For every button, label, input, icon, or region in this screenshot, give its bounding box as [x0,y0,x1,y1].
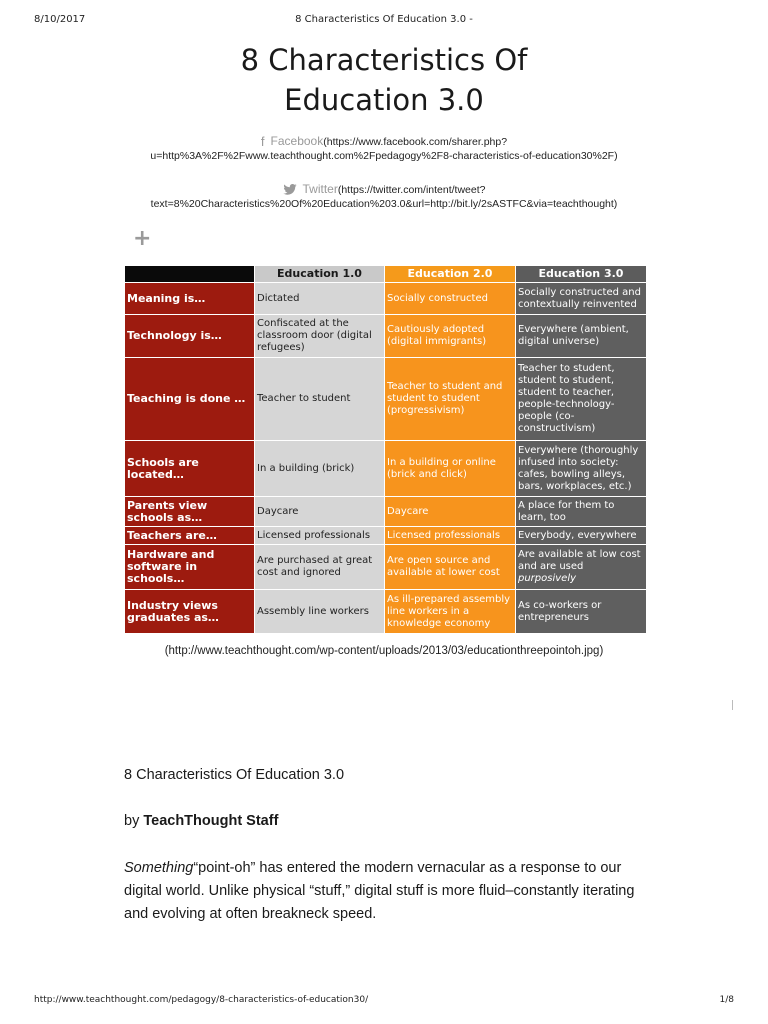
intro-text: “point-oh” has entered the modern vernacular as a response to our digital world. Unlike physical “stuff,” digital stuff is more fluid–constantly iterating and evolving at often breakneck speed. [124,860,635,922]
education-2-cell: Cautiously adopted (digital immigrants) [385,315,516,358]
table-row [125,441,647,497]
image-source-link[interactable]: (http://www.teachthought.com/wp-content/uploads/2013/03/educationthreepointoh.jpg) [164,645,604,657]
education-2-cell: Daycare [385,497,516,527]
edge-mark [732,700,733,710]
education-3-cell: Are available at low cost and are used purposively [516,545,647,590]
twitter-share[interactable] [0,182,768,211]
table-corner-cell [125,266,255,283]
row-label: Schools are located… [125,441,255,497]
intro-paragraph [124,857,644,926]
byline [124,813,278,829]
education-3-cell: Teacher to student, student to student, student to teacher, people-technology-people (co-constructivism) [516,358,647,441]
education-2-cell: Socially constructed [385,283,516,315]
education-2-cell: Licensed professionals [385,527,516,545]
education-2-cell: As ill-prepared assembly line workers in a knowledge economy [385,590,516,634]
article-heading: 8 Characteristics Of Education 3.0 [124,767,345,783]
intro-emphasis: Something [124,860,194,876]
byline-author: TeachThought Staff [143,813,279,829]
facebook-share[interactable] [0,134,768,163]
row-label: Teaching is done … [125,358,255,441]
education-1-cell: Assembly line workers [255,590,385,634]
twitter-share-url-1[interactable]: (https://twitter.com/intent/tweet? [337,184,486,196]
page-title-line-1: 8 Characteristics Of [240,43,528,77]
plus-icon[interactable]: + [133,226,152,251]
row-label: Teachers are… [125,527,255,545]
facebook-share-url-1[interactable]: (https://www.facebook.com/sharer.php? [323,136,508,148]
twitter-share-url-2[interactable]: text=8%20Characteristics%20Of%20Education%203.0&url=http://bit.ly/2sASTFC&via=teachthought) [150,198,618,210]
row-label: Hardware and software in schools… [125,545,255,590]
education-3-cell: Everywhere (ambient, digital universe) [516,315,647,358]
table-row [125,590,647,634]
education-3-cell: Everywhere (thoroughly infused into society: cafes, bowling alleys, bars, workplaces, etc.) [516,441,647,497]
row-label: Meaning is… [125,283,255,315]
page-title-line-2: Education 3.0 [284,83,484,117]
education-1-cell: Confiscated at the classroom door (digital refugees) [255,315,385,358]
header-education-1: Education 1.0 [255,266,385,283]
facebook-icon: f [260,134,265,149]
education-1-cell: Licensed professionals [255,527,385,545]
table-row [125,315,647,358]
education-1-cell: Are purchased at great cost and ignored [255,545,385,590]
header-education-3: Education 3.0 [516,266,647,283]
table-row [125,358,647,441]
education-2-cell: Are open source and available at lower cost [385,545,516,590]
table-row [125,497,647,527]
table-row [125,545,647,590]
education-2-cell: In a building or online (brick and click) [385,441,516,497]
row-label: Parents view schools as… [125,497,255,527]
print-footer-url: http://www.teachthought.com/pedagogy/8-characteristics-of-education30/ [34,995,369,1005]
page-number: 1/8 [719,995,734,1005]
twitter-share-label[interactable]: Twitter [302,182,338,196]
row-label: Industry views graduates as… [125,590,255,634]
education-3-cell: Socially constructed and contextually reinvented [516,283,647,315]
row-label: Technology is… [125,315,255,358]
education-2-cell: Teacher to student and student to student (progressivism) [385,358,516,441]
page-title [0,40,768,120]
education-comparison-table [124,265,647,634]
print-date: 8/10/2017 [34,14,86,25]
education-3-cell: A place for them to learn, too [516,497,647,527]
education-1-cell: Teacher to student [255,358,385,441]
facebook-share-url-2[interactable]: u=http%3A%2F%2Fwww.teachthought.com%2Fpedagogy%2F8-characteristics-of-education30%2F) [150,150,618,162]
table-row [125,283,647,315]
education-1-cell: In a building (brick) [255,441,385,497]
header-education-2: Education 2.0 [385,266,516,283]
byline-prefix: by [124,813,144,829]
education-3-cell: Everybody, everywhere [516,527,647,545]
education-1-cell: Dictated [255,283,385,315]
table-row [125,527,647,545]
twitter-icon [283,183,297,197]
education-3-cell: As co-workers or entrepreneurs [516,590,647,634]
print-doc-title: 8 Characteristics Of Education 3.0 - [295,14,473,25]
education-1-cell: Daycare [255,497,385,527]
facebook-share-label[interactable]: Facebook [270,134,324,148]
